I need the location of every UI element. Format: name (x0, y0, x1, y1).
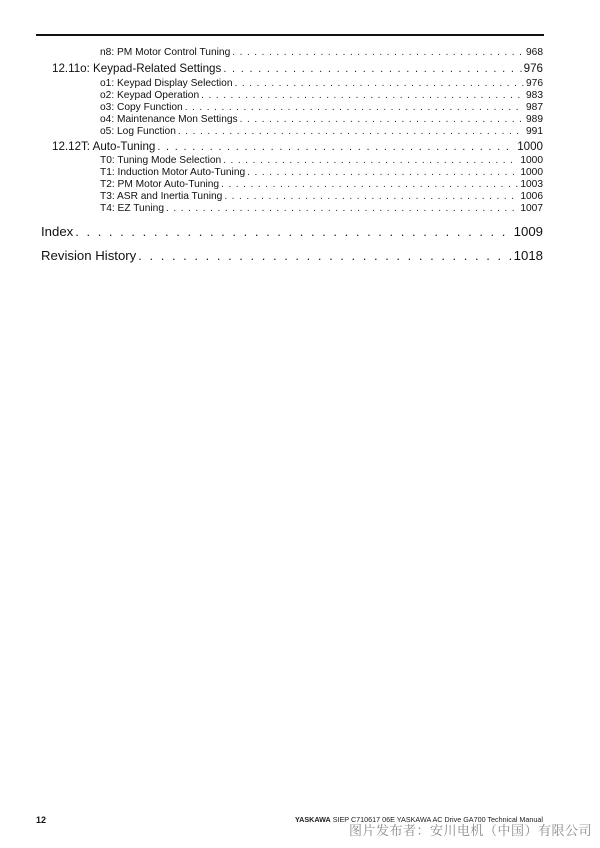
header-rule (36, 34, 544, 36)
dot-leader (221, 179, 518, 190)
toc-section-number: 12.12 (52, 140, 82, 153)
toc-entry-page: 1018 (513, 248, 543, 263)
toc-entry-label: Index (41, 224, 74, 239)
toc-entry-page: 1006 (520, 191, 543, 202)
toc-entry-label: T4: EZ Tuning (100, 203, 164, 214)
toc-entry-t0[interactable] (100, 155, 543, 166)
footer-page-number: 12 (36, 815, 47, 825)
toc-entry-page: 991 (526, 126, 543, 137)
toc-entry-page: 968 (526, 47, 543, 58)
toc-entry-label: o5: Log Function (100, 126, 176, 137)
toc-entry-page: 983 (526, 90, 543, 101)
toc-section-number: 12.11 (52, 62, 81, 75)
toc-entry-o5[interactable] (100, 126, 543, 137)
toc-entry-page: 1003 (520, 179, 543, 190)
toc-entry-index[interactable] (41, 224, 543, 239)
toc-entry-label: o2: Keypad Operation (100, 90, 200, 101)
toc-entry-o2[interactable] (100, 90, 543, 101)
watermark-text: 图片发布者：安川电机（中国）有限公司 (348, 824, 592, 839)
toc-entry-n8[interactable] (100, 47, 543, 58)
toc-entry-label: o3: Copy Function (100, 102, 183, 113)
toc-entry-page: 1000 (517, 140, 543, 153)
toc-entry-page: 1009 (513, 224, 543, 239)
dot-leader (201, 90, 524, 101)
toc-entry-page: 987 (526, 102, 543, 113)
toc-entry-label: T3: ASR and Inertia Tuning (100, 191, 223, 202)
dot-leader (247, 167, 518, 178)
toc-section-12-11[interactable] (52, 62, 543, 75)
toc-entry-label: T0: Tuning Mode Selection (100, 155, 222, 166)
dot-leader (223, 155, 518, 166)
toc-entry-revision-history[interactable] (41, 248, 543, 263)
toc-entry-page: 1000 (520, 155, 543, 166)
toc-entry-label: o4: Maintenance Mon Settings (100, 114, 238, 125)
dot-leader (224, 191, 518, 202)
toc-entry-label: o: Keypad-Related Settings (80, 62, 222, 75)
toc-entry-label: n8: PM Motor Control Tuning (100, 47, 231, 58)
dot-leader (157, 141, 515, 153)
toc-entry-page: 976 (523, 62, 543, 75)
dot-leader (75, 224, 511, 239)
toc-entry-label: o1: Keypad Display Selection (100, 78, 233, 89)
toc-entry-o1[interactable] (100, 78, 543, 89)
dot-leader (240, 114, 524, 125)
toc-entry-page: 976 (526, 78, 543, 89)
dot-leader (185, 102, 524, 113)
toc-entry-label: T2: PM Motor Auto-Tuning (100, 179, 220, 190)
toc-entry-o4[interactable] (100, 114, 543, 125)
toc-section-12-12[interactable] (52, 140, 543, 153)
toc-entry-page: 989 (526, 114, 543, 125)
dot-leader (223, 63, 521, 75)
footer-brand: YASKAWA (295, 815, 331, 824)
toc-entry-t4[interactable] (100, 203, 543, 214)
footer-doc-title: SIEP C710617 06E YASKAWA AC Drive GA700 Technical Manual (332, 815, 543, 824)
dot-leader (235, 78, 524, 89)
toc-entry-label: T: Auto-Tuning (81, 140, 156, 153)
toc-entry-o3[interactable] (100, 102, 543, 113)
toc-entry-label: T1: Induction Motor Auto-Tuning (100, 167, 246, 178)
toc-entry-t1[interactable] (100, 167, 543, 178)
dot-leader (166, 203, 518, 214)
dot-leader (178, 126, 524, 137)
dot-leader (232, 47, 524, 58)
dot-leader (138, 248, 511, 263)
toc-entry-page: 1000 (520, 167, 543, 178)
toc-entry-t3[interactable] (100, 191, 543, 202)
toc-entry-page: 1007 (520, 203, 543, 214)
toc-entry-t2[interactable] (100, 179, 543, 190)
toc-entry-label: Revision History (41, 248, 137, 263)
